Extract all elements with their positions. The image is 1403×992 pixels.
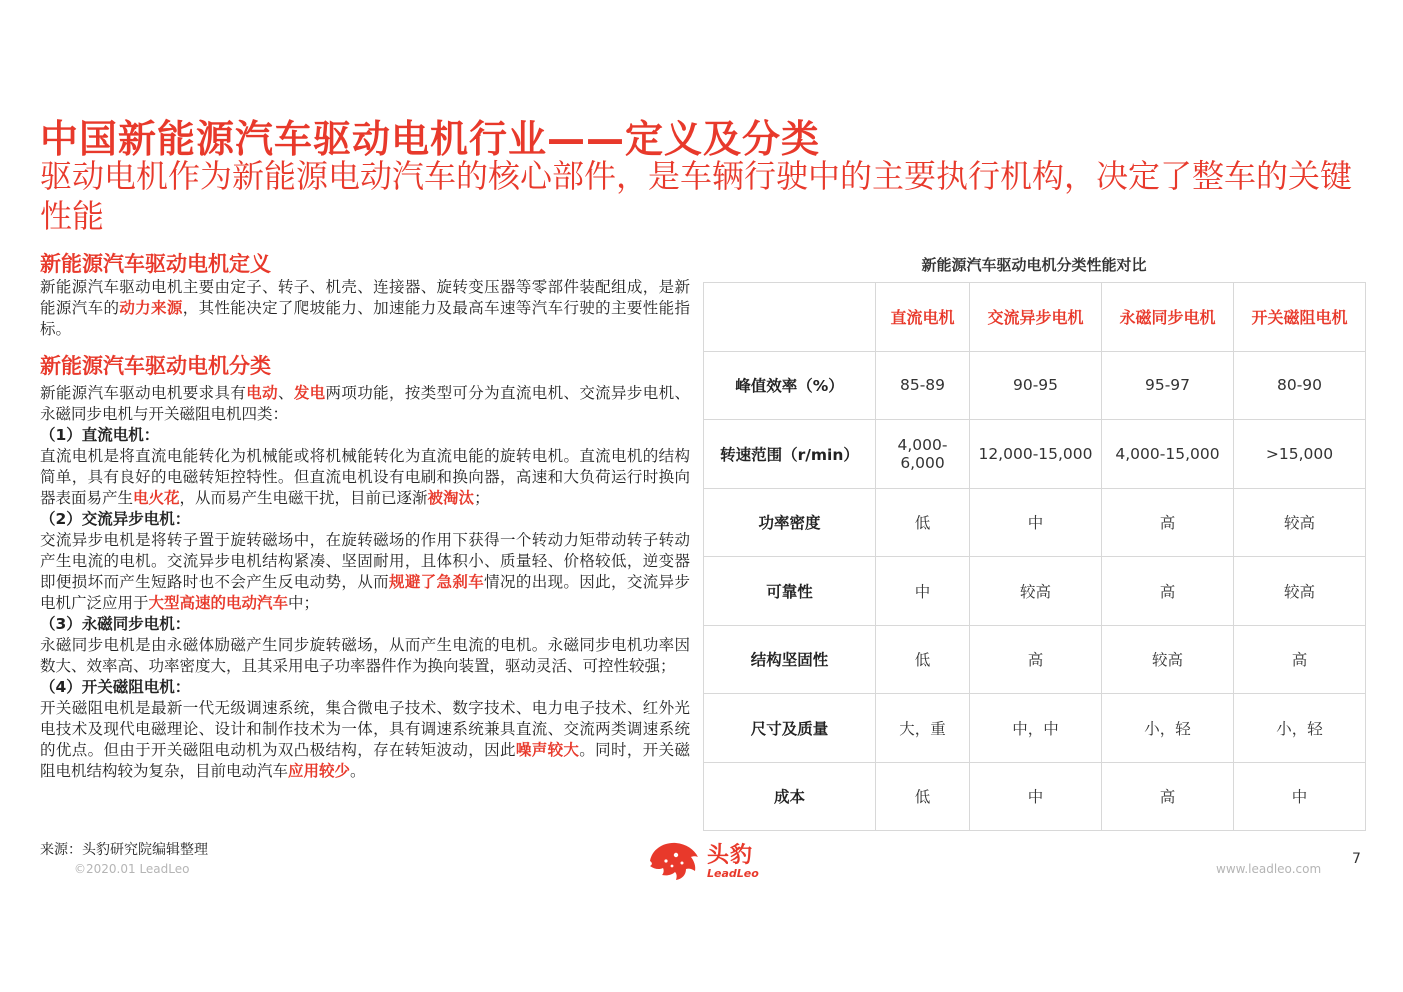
ac-text-c: 中； [288, 594, 320, 612]
table-cell: 高 [970, 625, 1102, 694]
pm-motor-section [40, 614, 690, 677]
table-row [704, 625, 1366, 694]
row-label: 结构坚固性 [704, 625, 876, 694]
table-cell: 中，中 [970, 694, 1102, 763]
table-cell: 低 [876, 625, 970, 694]
source-note: 来源：头豹研究院编辑整理 [40, 842, 208, 858]
definition-paragraph [40, 277, 690, 340]
table-cell: 高 [1102, 762, 1234, 831]
table-cell: 低 [876, 488, 970, 557]
dc-text-c: ； [474, 489, 490, 507]
ac-text-b: 情况的出现。因此，交流异步电机广泛应用于 [40, 573, 690, 612]
pm-motor-title: （3）永磁同步电机： [40, 615, 191, 633]
definition-highlight: 动力来源 [119, 299, 183, 317]
row-label: 转速范围（r/min） [704, 420, 876, 489]
dc-highlight-2: 被淘汰 [427, 489, 475, 507]
table-cell: 低 [876, 762, 970, 831]
table-header-cell: 直流电机 [876, 283, 970, 352]
table-cell: 4,000-6,000 [876, 420, 970, 489]
table-cell: 较高 [1234, 488, 1366, 557]
table-header-cell [704, 283, 876, 352]
table-cell: 12,000-15,000 [970, 420, 1102, 489]
table-cell: 中 [876, 557, 970, 626]
table-header-row [704, 283, 1366, 352]
intro-highlight-generate: 发电 [293, 384, 326, 402]
table-row [704, 420, 1366, 489]
table-header-cell: 交流异步电机 [970, 283, 1102, 352]
sr-text-b: 。同时，开关磁阻电机结构较为复杂，目前电动汽车 [40, 741, 690, 780]
classification-intro [40, 383, 690, 425]
table-cell: 小，轻 [1234, 694, 1366, 763]
logo-text-en: LeadLeo [707, 867, 759, 880]
intro-text-b: 两项功能，按类型可分为直流电机、交流异步电机、永磁同步电机与开关磁阻电机四类： [40, 384, 690, 423]
table-cell: 中 [1234, 762, 1366, 831]
sr-highlight-1: 噪声较大 [515, 741, 580, 759]
dc-text-b: ，从而易产生电磁干扰，目前已逐渐 [179, 489, 428, 507]
page-title: 中国新能源汽车驱动电机行业——定义及分类 [40, 117, 821, 161]
table-cell: 小，轻 [1102, 694, 1234, 763]
table-cell: 高 [1102, 488, 1234, 557]
table-cell: 95-97 [1102, 351, 1234, 420]
classification-body [40, 383, 690, 782]
table-cell: 中 [970, 762, 1102, 831]
logo-text-cn: 头豹 [707, 843, 754, 868]
page-subtitle: 驱动电机作为新能源电动汽车的核心部件，是车辆行驶中的主要执行机构，决定了整车的关键性能 [40, 157, 1353, 235]
comparison-table [703, 282, 1366, 831]
sr-motor-title: （4）开关磁阻电机： [40, 678, 191, 696]
row-label: 功率密度 [704, 488, 876, 557]
table-cell: >15,000 [1234, 420, 1366, 489]
website-link[interactable]: www.leadleo.com [1216, 862, 1322, 876]
table-cell: 85-89 [876, 351, 970, 420]
table-cell: 4,000-15,000 [1102, 420, 1234, 489]
table-header-cell: 开关磁阻电机 [1234, 283, 1366, 352]
table-cell: 90-95 [970, 351, 1102, 420]
table-cell: 高 [1234, 625, 1366, 694]
table-row [704, 351, 1366, 420]
row-label: 可靠性 [704, 557, 876, 626]
definition-text-a: 新能源汽车驱动电机主要由定子、转子、机壳、连接器、旋转变压器等零部件装配组成，是新能源汽车的 [40, 278, 690, 317]
definition-heading: 新能源汽车驱动电机定义 [40, 252, 271, 276]
table-cell: 较高 [970, 557, 1102, 626]
copyright: ©2020.01 LeadLeo [74, 862, 190, 876]
table-row [704, 557, 1366, 626]
pm-text: 永磁同步电机是由永磁体励磁产生同步旋转磁场，从而产生电流的电机。永磁同步电机功率因数大、效率高、功率密度大，且其采用电子功率器件作为换向装置，驱动灵活、可控性较强； [40, 636, 690, 675]
ac-highlight-1: 规避了急刹车 [388, 573, 485, 591]
sr-text-a: 开关磁阻电机是最新一代无级调速系统，集合微电子技术、数字技术、电力电子技术、红外光电技术及现代电磁理论、设计和制作技术为一体，具有调速系统兼具直流、交流两类调速系统的优点。但由于开关磁阻电动机为双凸极结构，存在转矩波动，因此 [40, 699, 690, 759]
table-cell: 高 [1102, 557, 1234, 626]
leopard-logo-icon [646, 839, 702, 883]
sr-text-c: 。 [350, 762, 366, 780]
ac-text-a: 交流异步电机是将转子置于旋转磁场中，在旋转磁场的作用下获得一个转动力矩带动转子转动产生电流的电机。交流异步电机结构紧凑、坚固耐用，且体积小、质量轻、价格较低，逆变器即便损坏而产生短路时也不会产生反电动势，从而 [40, 531, 690, 591]
table-row [704, 488, 1366, 557]
table-row [704, 762, 1366, 831]
table-cell: 较高 [1234, 557, 1366, 626]
intro-highlight-electric: 电动 [246, 384, 278, 402]
table-cell: 较高 [1102, 625, 1234, 694]
ac-motor-section [40, 509, 690, 614]
row-label: 尺寸及质量 [704, 694, 876, 763]
row-label: 峰值效率（%） [704, 351, 876, 420]
row-label: 成本 [704, 762, 876, 831]
classification-heading: 新能源汽车驱动电机分类 [40, 354, 271, 378]
page-number: 7 [1352, 851, 1361, 867]
dc-highlight-1: 电火花 [133, 489, 180, 507]
dc-motor-section [40, 425, 690, 509]
dc-motor-title: （1）直流电机： [40, 426, 160, 444]
intro-text-a: 新能源汽车驱动电机要求具有 [40, 384, 247, 402]
sr-highlight-2: 应用较少 [288, 762, 351, 780]
table-cell: 中 [970, 488, 1102, 557]
table-header-cell: 永磁同步电机 [1102, 283, 1234, 352]
table-row [704, 694, 1366, 763]
definition-text-b: ，其性能决定了爬坡能力、加速能力及最高车速等汽车行驶的主要性能指标。 [40, 299, 690, 338]
intro-separator: 、 [277, 384, 294, 402]
table-cell: 大，重 [876, 694, 970, 763]
sr-motor-section [40, 677, 690, 782]
table-cell: 80-90 [1234, 351, 1366, 420]
ac-highlight-2: 大型高速的电动汽车 [148, 594, 289, 612]
ac-motor-title: （2）交流异步电机： [40, 510, 191, 528]
dc-text-a: 直流电机是将直流电能转化为机械能或将机械能转化为直流电能的旋转电机。直流电机的结构简单，具有良好的电磁转矩控特性。但直流电机设有电刷和换向器，高速和大负荷运行时换向器表面易产生 [40, 447, 690, 507]
table-title: 新能源汽车驱动电机分类性能对比 [921, 256, 1147, 274]
